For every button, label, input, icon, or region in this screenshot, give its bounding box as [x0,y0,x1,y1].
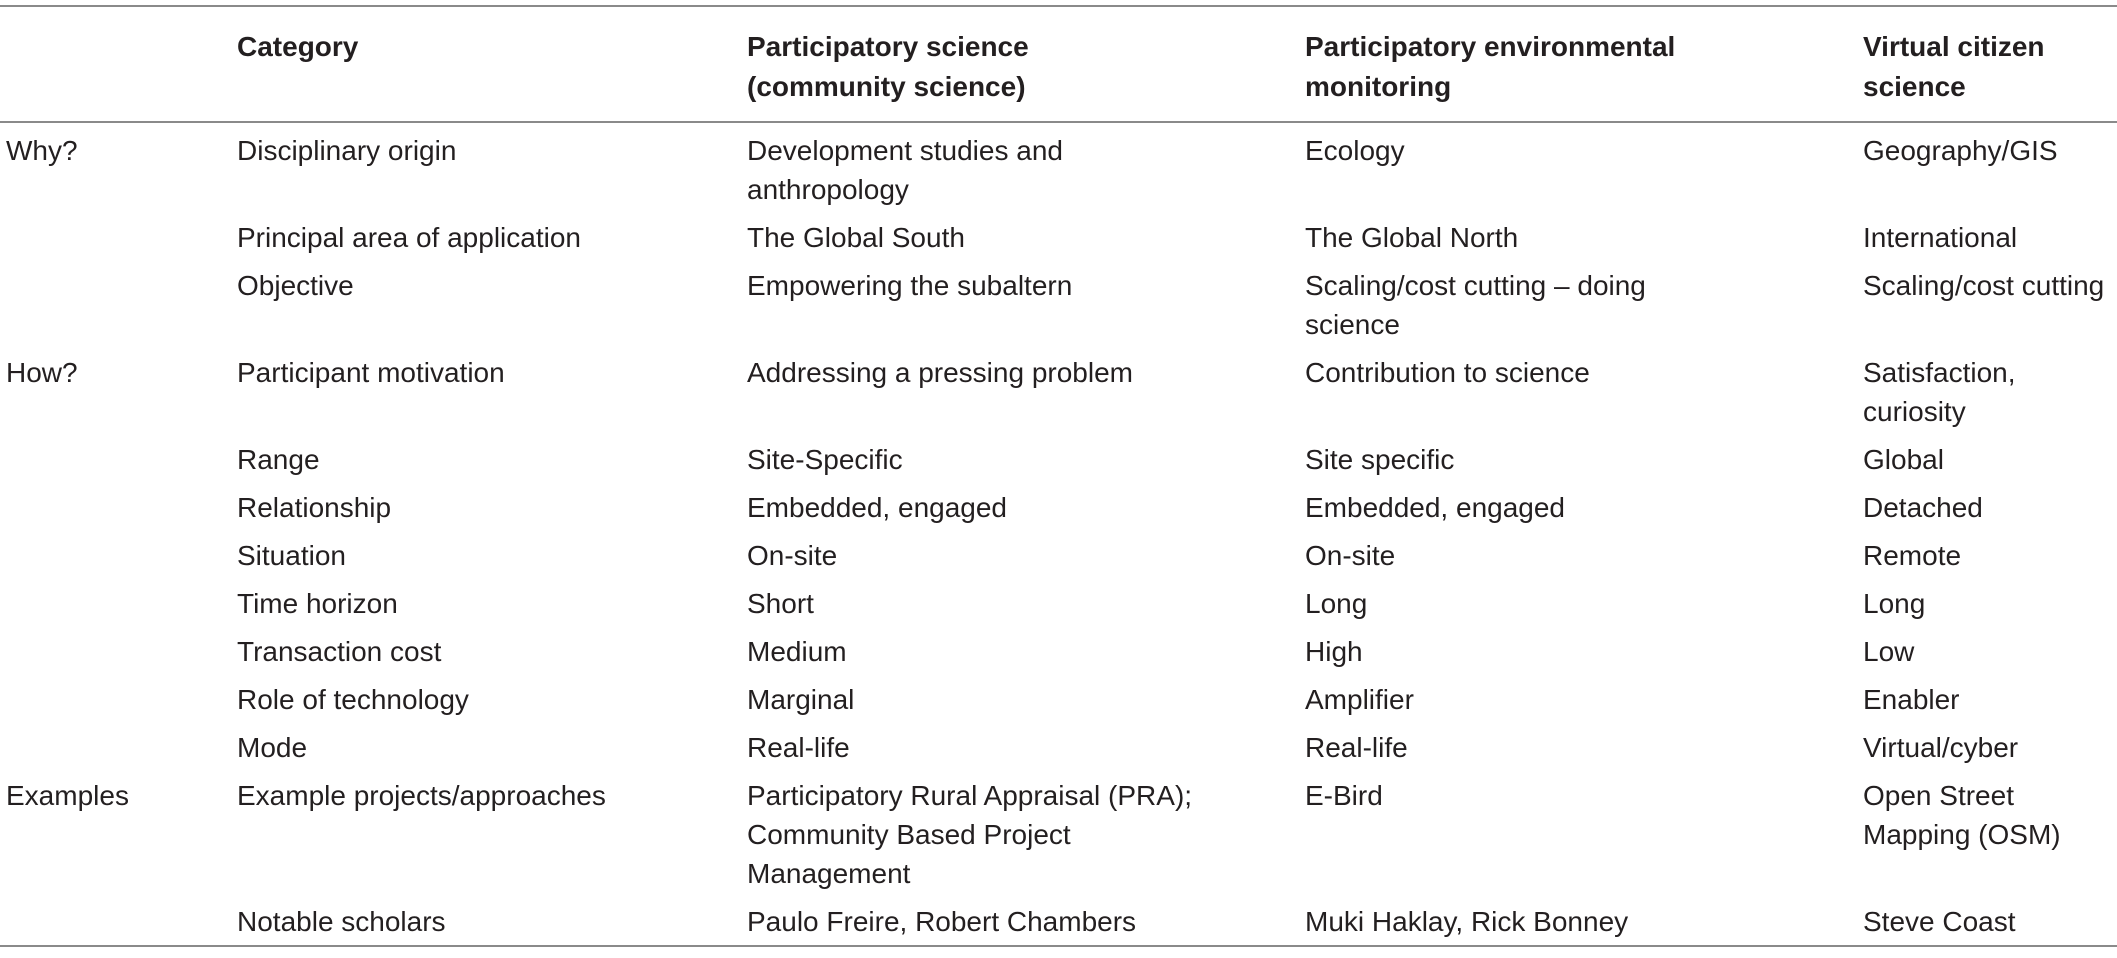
participatory-science-cell [747,627,1305,675]
cell-text: Role of technology [237,684,469,715]
table-row [0,771,2117,897]
participatory-science-cell [747,531,1305,579]
cell-text: Why? [6,135,78,166]
cell-text: Situation [237,540,346,571]
cell-text: The Global North [1305,222,1519,253]
cell-text: Embedded, engaged [1305,492,1565,523]
table-row [0,213,2117,261]
cell-text: anthropology [747,174,909,205]
cell-text: International [1863,222,2018,253]
participatory-science-cell [747,213,1305,261]
cell-text: Marginal [747,684,855,715]
cell-text: Real-life [747,732,850,763]
virtual-citizen-science-cell [1863,348,2117,435]
virtual-citizen-science-cell [1863,897,2117,945]
cell-text: E-Bird [1305,780,1383,811]
virtual-citizen-science-cell [1863,261,2117,348]
participatory-env-monitoring-cell [1305,213,1863,261]
category-cell [237,579,747,627]
cell-text: science [1305,309,1400,340]
cell-text: Open Street [1863,780,2014,811]
table-row [0,627,2117,675]
participatory-env-monitoring-cell [1305,531,1863,579]
category-cell [237,348,747,435]
virtual-citizen-science-cell [1863,483,2117,531]
cell-text: Examples [6,780,129,811]
virtual-citizen-science-cell [1863,579,2117,627]
group-cell [0,627,237,675]
group-cell [0,261,237,348]
cell-text: Site-Specific [747,444,903,475]
group-cell [0,435,237,483]
virtual-citizen-science-cell [1863,627,2117,675]
header-text-line: monitoring [1305,71,1452,102]
virtual-citizen-science-cell [1863,771,2117,897]
participatory-science-cell [747,723,1305,771]
header-cell-group [0,7,237,122]
group-cell [0,531,237,579]
category-cell [237,675,747,723]
group-cell [0,771,237,897]
cell-text: Community Based Project [747,819,1071,850]
table-row [0,122,2117,213]
cell-text: Amplifier [1305,684,1414,715]
participatory-science-cell [747,897,1305,945]
cell-text: Principal area of application [237,222,581,253]
table-row [0,348,2117,435]
cell-text: Embedded, engaged [747,492,1007,523]
cell-text: How? [6,357,78,388]
cell-text: Satisfaction, [1863,357,2016,388]
cell-text: Medium [747,636,847,667]
header-text-line: Category [237,31,359,62]
cell-text: Steve Coast [1863,906,2016,937]
cell-text: Management [747,858,911,889]
cell-text: Muki Haklay, Rick Bonney [1305,906,1629,937]
participatory-science-cell [747,348,1305,435]
cell-text: The Global South [747,222,965,253]
participatory-science-cell [747,771,1305,897]
group-cell [0,675,237,723]
cell-text: Participant motivation [237,357,505,388]
cell-text: curiosity [1863,396,1966,427]
virtual-citizen-science-cell [1863,435,2117,483]
table-body [0,122,2117,945]
participatory-science-cell [747,579,1305,627]
participatory-science-cell [747,675,1305,723]
header-text-line: (community science) [747,71,1026,102]
cell-text: Detached [1863,492,1983,523]
participatory-env-monitoring-cell [1305,122,1863,213]
cell-text: Relationship [237,492,392,523]
participatory-env-monitoring-cell [1305,723,1863,771]
table-row [0,897,2117,945]
participatory-env-monitoring-cell [1305,627,1863,675]
cell-text: On-site [1305,540,1396,571]
table-header [0,7,2117,122]
cell-text: Scaling/cost cutting – doing [1305,270,1646,301]
header-cell-participatory-env-monitoring [1305,7,1863,122]
header-text-line: Participatory science [747,31,1029,62]
category-cell [237,483,747,531]
cell-text: Real-life [1305,732,1408,763]
cell-text: Low [1863,636,1915,667]
cell-text: Enabler [1863,684,1960,715]
cell-text: Example projects/approaches [237,780,606,811]
category-cell [237,897,747,945]
group-cell [0,122,237,213]
table-row [0,723,2117,771]
cell-text: Mode [237,732,308,763]
cell-text: Paulo Freire, Robert Chambers [747,906,1137,937]
category-cell [237,213,747,261]
category-cell [237,627,747,675]
table-row [0,435,2117,483]
cell-text: Global [1863,444,1944,475]
participatory-env-monitoring-cell [1305,348,1863,435]
comparison-table-container [0,5,2117,947]
cell-text: Site specific [1305,444,1455,475]
cell-text: Long [1863,588,1926,619]
participatory-env-monitoring-cell [1305,675,1863,723]
cell-text: Ecology [1305,135,1405,166]
comparison-table [0,7,2117,945]
table-bottom-rule [0,945,2117,947]
cell-text: Notable scholars [237,906,446,937]
virtual-citizen-science-cell [1863,531,2117,579]
participatory-env-monitoring-cell [1305,771,1863,897]
cell-text: Range [237,444,320,475]
group-cell [0,213,237,261]
cell-text: Participatory Rural Appraisal (PRA); [747,780,1193,811]
group-cell [0,579,237,627]
header-text-line: Virtual citizen [1863,31,2045,62]
participatory-env-monitoring-cell [1305,483,1863,531]
group-cell [0,723,237,771]
cell-text: Mapping (OSM) [1863,819,2061,850]
cell-text: Short [747,588,814,619]
cell-text: Remote [1863,540,1962,571]
group-cell [0,897,237,945]
header-row [0,7,2117,122]
virtual-citizen-science-cell [1863,213,2117,261]
table-row [0,483,2117,531]
table-row [0,675,2117,723]
category-cell [237,723,747,771]
category-cell [237,261,747,348]
participatory-env-monitoring-cell [1305,897,1863,945]
participatory-science-cell [747,435,1305,483]
participatory-science-cell [747,122,1305,213]
header-text-line: Participatory environmental [1305,31,1676,62]
cell-text: Transaction cost [237,636,442,667]
cell-text: Geography/GIS [1863,135,2058,166]
header-cell-category [237,7,747,122]
group-cell [0,348,237,435]
participatory-env-monitoring-cell [1305,261,1863,348]
category-cell [237,122,747,213]
category-cell [237,531,747,579]
participatory-science-cell [747,483,1305,531]
cell-text: Virtual/cyber [1863,732,2019,763]
table-row [0,261,2117,348]
virtual-citizen-science-cell [1863,122,2117,213]
cell-text: High [1305,636,1363,667]
cell-text: Disciplinary origin [237,135,457,166]
cell-text: Scaling/cost cutting [1863,270,2105,301]
table-row [0,531,2117,579]
header-cell-virtual-citizen-science [1863,7,2117,122]
virtual-citizen-science-cell [1863,675,2117,723]
header-text-line: science [1863,71,1966,102]
category-cell [237,771,747,897]
participatory-env-monitoring-cell [1305,435,1863,483]
cell-text: Empowering the subaltern [747,270,1073,301]
cell-text: On-site [747,540,838,571]
participatory-science-cell [747,261,1305,348]
cell-text: Contribution to science [1305,357,1590,388]
group-cell [0,483,237,531]
virtual-citizen-science-cell [1863,723,2117,771]
cell-text: Time horizon [237,588,398,619]
cell-text: Development studies and [747,135,1063,166]
cell-text: Objective [237,270,354,301]
header-cell-participatory-science [747,7,1305,122]
participatory-env-monitoring-cell [1305,579,1863,627]
cell-text: Long [1305,588,1368,619]
category-cell [237,435,747,483]
cell-text: Addressing a pressing problem [747,357,1133,388]
table-row [0,579,2117,627]
